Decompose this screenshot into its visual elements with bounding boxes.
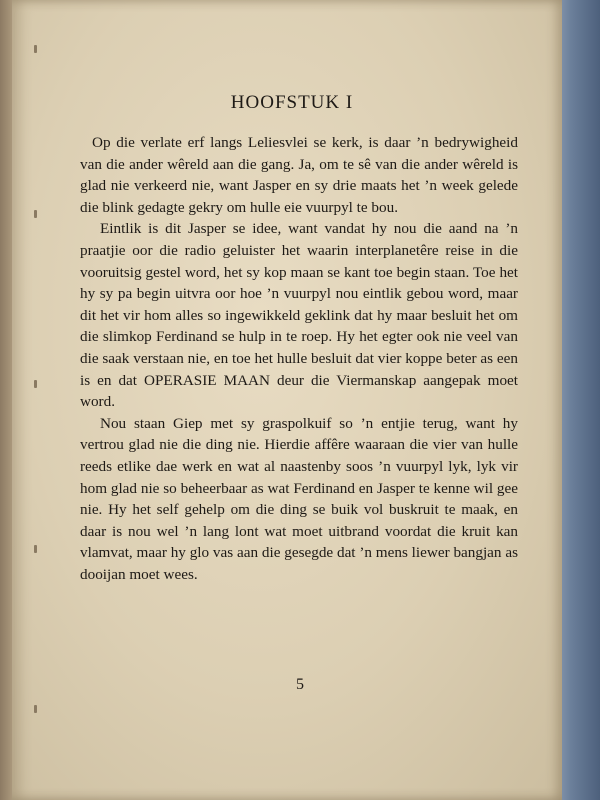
paragraph: Nou staan Giep met sy graspolkuif so ’n entjie terug, want hy vertrou glad nie die ding nie. Hierdie affêre waaraan die vier van hulle reeds etlike dae werk en wat al naastenby soos ’n vuurpyl lyk, lyk vir hom glad nie so beheerbaar as wat Ferdinand en Jasper te kenne wil gee nie. Hy het self gehelp om die ding se buik vol buskruit te maak, en daar is nou wel ’n lang lont wat moet uitbrand voordat die kruit kan vlamvat, maar hy glo vas aan die gesegde dat ’n mens liewer bangjan as dooijan moet wees. xyxy=(80,414,518,583)
binding-stitch xyxy=(34,705,37,713)
binding-stitch xyxy=(34,45,37,53)
binding-stitch xyxy=(34,545,37,553)
binding-stitch xyxy=(34,210,37,218)
chapter-title: HOOFSTUK I xyxy=(230,92,354,113)
paragraph: Eintlik is dit Jasper se idee, want vandat hy nou die aand na ’n praatjie oor die radio geluister het waarin interplanetêre reise in die vooruitsig gestel word, het sy kop maan se kant toe begin staan. Toe het hy sy pa begin uitvra oor hoe ’n vuurpyl nou eintlik gebou word, maar dit het vir hom alles so ingewikkeld geklink dat hy maar besluit het om die slimkop Ferdinand se hulp in te roep. Hy het egter ook nie veel van die saak verstaan nie, en toe het hulle besluit dat vier koppe beter as een is en dat OPERASIE MAAN deur die Viermanskap aangepak moet word. xyxy=(80,220,518,411)
page-number: 5 xyxy=(296,676,304,693)
paragraph: Op die verlate erf langs Leliesvlei se kerk, is daar ’n bedrywigheid van die ander wêreld aan die gang. Ja, om te sê van die ander wêreld is glad nie verkeerd nie, want Jasper en sy drie maats het ’n week gelede die blink gedagte gekry om hulle eie vuurpyl te bou. xyxy=(80,134,518,216)
body-text xyxy=(80,132,518,585)
binding-stitch xyxy=(34,380,37,388)
